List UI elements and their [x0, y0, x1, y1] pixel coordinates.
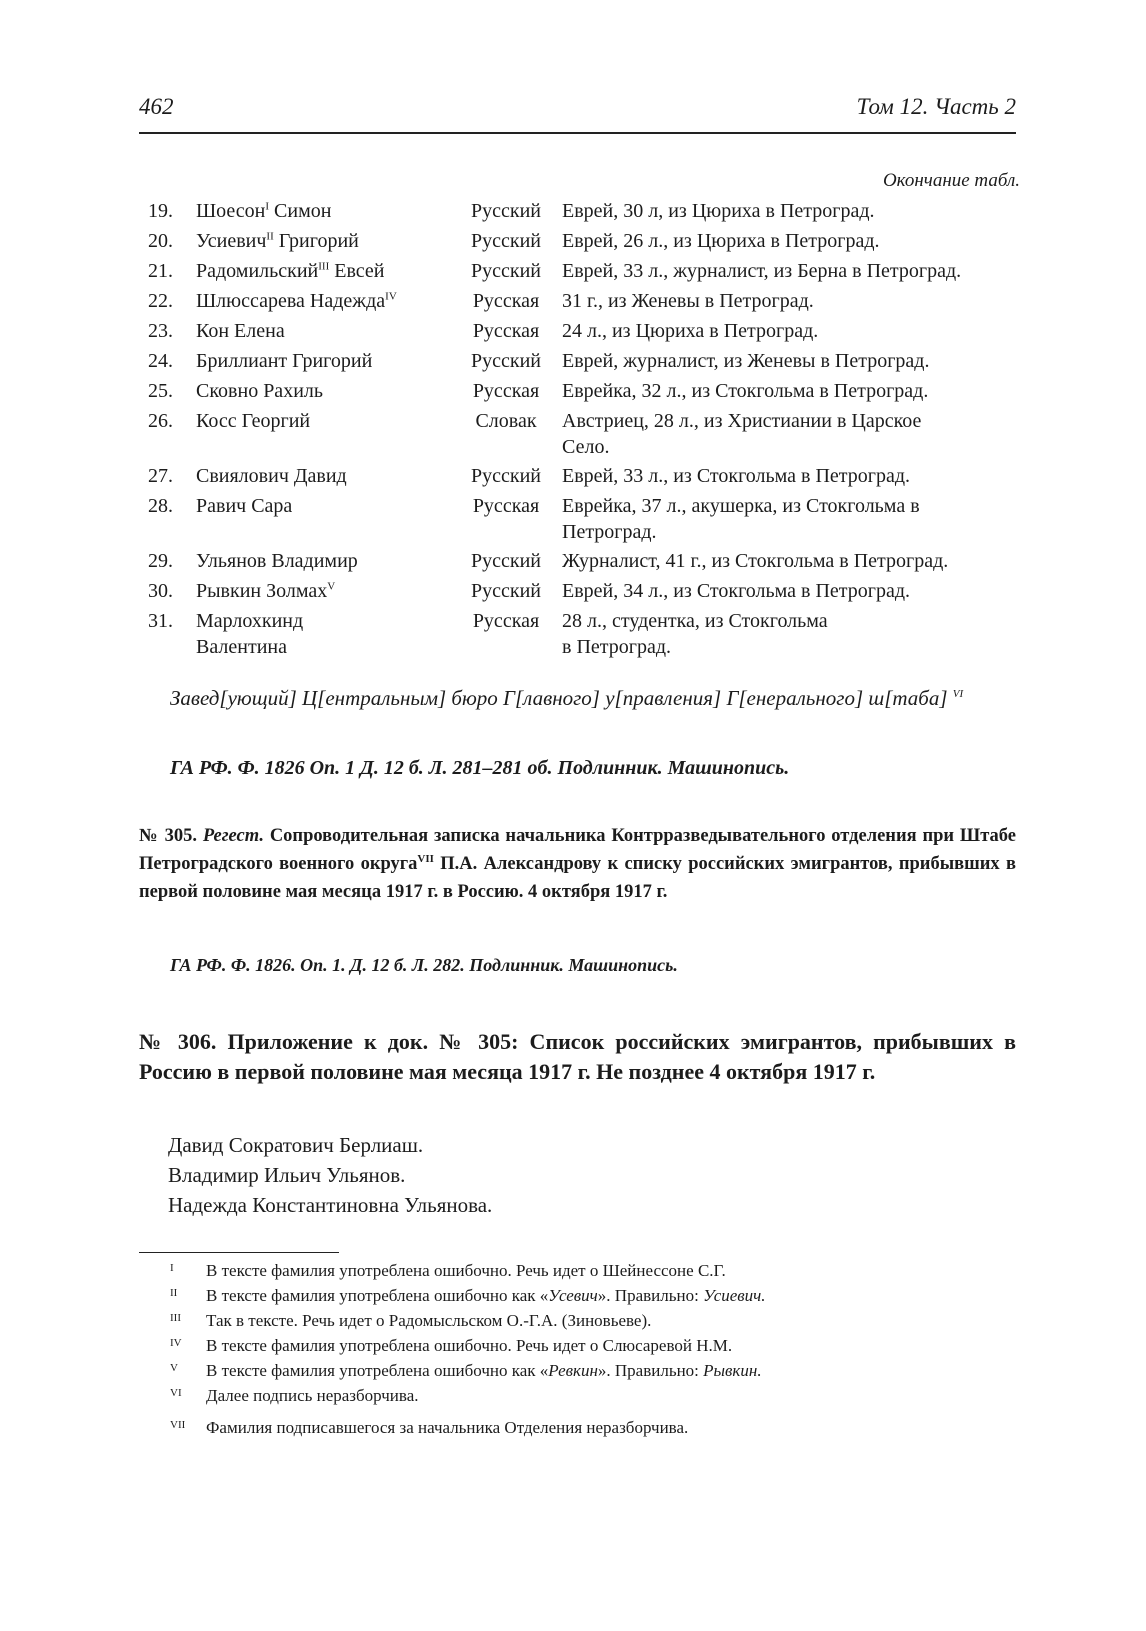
row-description: 24 л., из Цюриха в Петроград.: [562, 320, 819, 342]
row-description: Еврей, 33 л., журналист, из Берна в Петроград.: [562, 260, 962, 282]
row-description: 28 л., студентка, из Стокгольма в Петроград.: [562, 610, 828, 658]
row-description: Еврей, 34 л., из Стокгольма в Петроград.: [562, 580, 911, 602]
row-name: Косс Георгий: [196, 410, 311, 432]
row-number: 19.: [148, 200, 173, 222]
list-item: Давид Сократович Берлиаш.: [168, 1133, 424, 1157]
row-number: 31.: [148, 610, 173, 632]
row-nationality: Русская: [472, 610, 540, 632]
row-description: Еврейка, 32 л., из Стокгольма в Петроград.: [562, 380, 929, 402]
row-nationality: Русская: [472, 380, 540, 402]
row-description: Еврейка, 37 л., акушерка, из Стокгольма в Петроград.: [562, 495, 920, 543]
row-nationality: Словак: [475, 410, 537, 432]
page-header: [139, 86, 1016, 134]
row-name: Кон Елена: [196, 320, 285, 342]
row-nationality: Русская: [472, 495, 540, 517]
row-description: Еврей, 26 л., из Цюриха в Петроград.: [562, 230, 880, 252]
list-item: Владимир Ильич Ульянов.: [168, 1163, 406, 1187]
row-number: 27.: [148, 465, 173, 487]
row-number: 22.: [148, 290, 173, 312]
row-number: 29.: [148, 550, 173, 572]
row-name: Усиевич$^{II}$ Григорий: [196, 230, 359, 252]
row-number: 26.: [148, 410, 173, 432]
signature-line: Завед[ующий] Ц[ентральным] бюро Г[лавного] у[правления] Г[енерального] ш[таба] $^{VI}$: [170, 686, 964, 710]
row-nationality: Русская: [472, 320, 540, 342]
row-name: Радомильский$^{III}$ Евсей: [196, 260, 385, 282]
row-nationality: Русский: [471, 350, 541, 372]
row-number: 25.: [148, 380, 173, 402]
table-continuation-note: Окончание табл.: [882, 170, 1020, 191]
archive-reference: ГА РФ. Ф. 1826 Оп. 1 Д. 12 б. Л. 281–281 об. Подлинник. Машинопись.: [170, 757, 790, 779]
row-description: Еврей, журналист, из Женевы в Петроград.: [562, 350, 930, 372]
row-name: Ульянов Владимир: [196, 550, 358, 572]
row-description: Австриец, 28 л., из Христиании в Царское Село.: [562, 410, 922, 458]
row-name: Рывкин Золмах$^V$: [196, 580, 336, 602]
row-name: Равич Сара: [196, 495, 293, 517]
row-description: Еврей, 33 л., из Стокгольма в Петроград.: [562, 465, 911, 487]
document-305-heading: № 305. Регест. Сопроводительная записка начальника Контрразведывательного отделения при Штабе Петроградского военного округа$^{VII}$ П.А. Александрову к списку российских эмигрантов, прибывших в первой половине мая месяца 1917 г. в Россию. 4 октября 1917 г.: [139, 826, 1017, 902]
document-page: 462 Том 12. Часть 2 Окончание табл. 19. Шоесон$^I$ Симон Русский Еврей, 30 л, из Цюриха в Петроград. 20. Усиевич$^{II}$ Григорий Русский Еврей, 26 л., из Цюриха в Петроград. 21. Радомильский$^{III}$ Евсей Русский Еврей, 33 л., журналист, из Берна в Петроград. 22. Шлюссарева Надежда$^{IV}$ Русская 31 г., из Женевы в Петроград. 23. Кон Елена Русская 24 л., из Цюриха в Петроград. 24. Бриллиант Григорий Русский Еврей, журналист, из Женевы в Петроград. 25. Сковно Рахиль Русская Еврейка, 32 л., из Стокгольма в Петроград. 26. Косс Георгий Словак Австриец, 28 л., из Христиании в Царское Село. 27. Свиялович Давид Русский Еврей, 33 л., из Стокгольма в Петроград. 28. Равич Сара Русская Еврейка, 37 л., акушерка, из Стокгольма в Петроград. 29. Ульянов Владимир Русский Журналист, 41 г., из Стокгольма в Петроград. 30. Рывкин Золмах$^V$ Русский Еврей, 34 л., из Стокгольма в Петроград. 31. Марлохкинд Валентина Русская 28 л., студентка, из Стокгольма в Петроград. Завед[ующий] Ц[ентральным] бюро Г[лавного] у[правления] Г[енерального] ш[таба] $^{VI}$ ГА РФ. Ф. 1826 Оп. 1 Д. 12 б. Л. 281–281 об. Подлинник. Машинопись. № 305. Регест. Сопроводительная записка начальника Контрразведывательного отделения при Штабе Петроградского военного округа$^{VII}$ П.А. Александрову к списку российских эмигрантов, прибывших в первой половине мая месяца 1917 г. в Россию. 4 октября 1917 г. ГА РФ. Ф. 1826. Оп. 1. Д. 12 б. Л. 282. Подлинник. Машинопись. № 306. Приложение к док. № 305: Список российских эмигрантов, прибывших в Россию в первой половине мая месяца 1917 г. Не позднее 4 октября 1917 г. Давид Сократович Берлиаш. Владимир Ильич Ульянов. Надежда Константиновна Ульянова. I В тексте фамилия употреблена ошибочно. Речь идет о Шейнессоне С.Г. II В тексте фамилия употреблена ошибочно как «Усевич». Правильно: Усиевич. III Так в тексте. Речь идет о Радомысльском О.-Г.А. (Зиновьеве). IV В тексте фамилия употреблена ошибочно. Речь идет о Слюсаревой Н.М. V В тексте фамилия употреблена ошибочно как «Ревкин». Правильно: Рывкин. VI Далее подпись неразборчива. VII Фамилия подписавшегося за начальника Отделения неразборчива.: [0, 0, 1146, 1631]
row-name: Свиялович Давид: [196, 465, 347, 487]
document-306-heading: № 306. Приложение к док. № 305: Список российских эмигрантов, прибывших в Россию в первой половине мая месяца 1917 г. Не позднее 4 октября 1917 г.: [139, 1029, 1016, 1084]
row-nationality: Русский: [471, 260, 541, 282]
row-description: Еврей, 30 л, из Цюриха в Петроград.: [562, 200, 875, 222]
names-list: [168, 1130, 492, 1220]
row-number: 24.: [148, 350, 173, 372]
row-name: Бриллиант Григорий: [196, 350, 373, 372]
row-name: Марлохкинд Валентина: [196, 610, 304, 658]
row-number: 21.: [148, 260, 173, 282]
row-nationality: Русский: [471, 465, 541, 487]
row-number: 30.: [148, 580, 173, 602]
row-nationality: Русский: [471, 580, 541, 602]
row-nationality: Русский: [471, 230, 541, 252]
row-name: Сковно Рахиль: [196, 380, 323, 402]
row-name: Шлюссарева Надежда$^{IV}$: [196, 290, 397, 312]
page-number: 462: [139, 94, 174, 119]
row-nationality: Русский: [471, 550, 541, 572]
row-number: 23.: [148, 320, 173, 342]
row-nationality: Русская: [472, 290, 540, 312]
row-description: 31 г., из Женевы в Петроград.: [562, 290, 814, 312]
archive-reference: ГА РФ. Ф. 1826. Оп. 1. Д. 12 б. Л. 282. Подлинник. Машинопись.: [170, 955, 678, 975]
row-number: 28.: [148, 495, 173, 517]
row-name: Шоесон$^I$ Симон: [196, 200, 332, 222]
running-title: Том 12. Часть 2: [856, 94, 1016, 119]
row-nationality: Русский: [471, 200, 541, 222]
row-number: 20.: [148, 230, 173, 252]
list-item: Надежда Константиновна Ульянова.: [168, 1193, 493, 1217]
footnote-divider: [139, 1252, 339, 1253]
row-description: Журналист, 41 г., из Стокгольма в Петроград.: [562, 550, 949, 572]
